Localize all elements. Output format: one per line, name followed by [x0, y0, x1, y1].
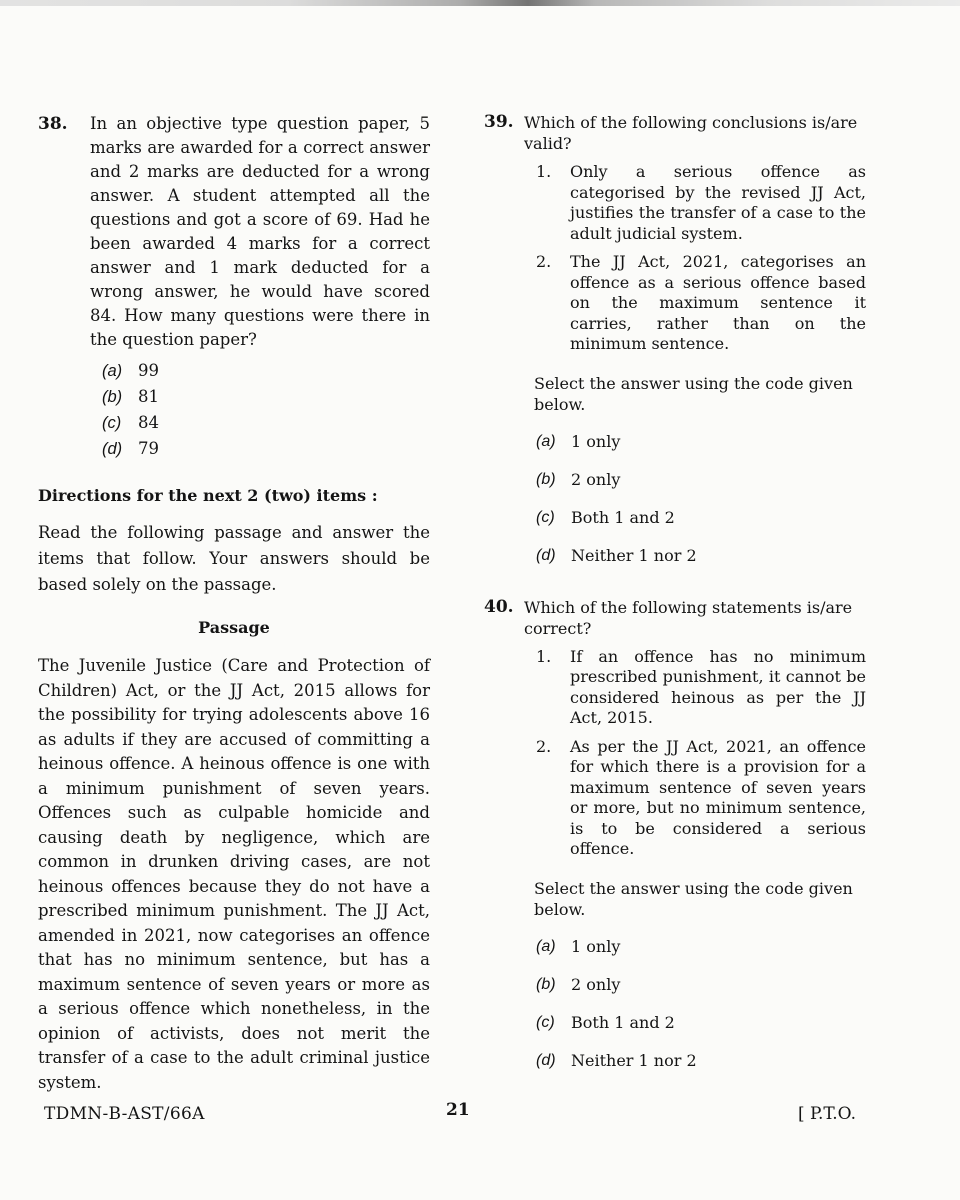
- option-c: [536, 1012, 866, 1034]
- option-label: (a): [102, 362, 123, 380]
- statement-2: [536, 737, 866, 860]
- option-text: 79: [138, 439, 159, 458]
- option-text: Both 1 and 2: [571, 507, 675, 527]
- question-38: [38, 112, 430, 352]
- question-text: Which of the following conclusions is/are valid?: [524, 113, 858, 153]
- statement-text: As per the JJ Act, 2021, an offence for which there is a provision for a maximum sentence of seven years or more, but no minimum sentence, is to be considered a serious offence.: [570, 736, 866, 858]
- option-label: (a): [536, 937, 556, 955]
- question-38-options: [38, 358, 430, 462]
- paper-code: TDMN-B-AST/66A: [44, 1104, 205, 1124]
- option-text: Neither 1 nor 2: [571, 545, 697, 565]
- question-number: 40.: [484, 596, 514, 617]
- option-c: [102, 410, 430, 436]
- option-text: 1 only: [571, 431, 621, 451]
- option-b: [536, 469, 866, 491]
- statement-number: 2.: [536, 252, 552, 271]
- left-column: [38, 112, 430, 1095]
- option-text: Both 1 and 2: [571, 1012, 675, 1032]
- question-number: 38.: [38, 114, 68, 134]
- statement-number: 1.: [536, 162, 552, 181]
- right-column: [484, 112, 866, 1072]
- question-40: [484, 597, 866, 639]
- question-number: 39.: [484, 112, 514, 132]
- option-d: [536, 545, 866, 567]
- statement-number: 2.: [536, 736, 552, 756]
- option-text: 81: [138, 387, 159, 406]
- option-label: (b): [536, 470, 556, 488]
- question-39-options: [484, 431, 866, 567]
- option-label: (c): [536, 508, 555, 526]
- option-text: 2 only: [571, 974, 621, 994]
- option-text: 84: [138, 413, 159, 432]
- option-text: Neither 1 nor 2: [571, 1050, 697, 1070]
- option-c: [536, 507, 866, 529]
- option-b: [536, 974, 866, 996]
- option-text: 99: [138, 361, 159, 380]
- statement-number: 1.: [536, 646, 552, 666]
- page-number: 21: [446, 1100, 470, 1120]
- option-label: (c): [536, 1013, 555, 1031]
- option-d: [102, 436, 430, 462]
- option-b: [102, 384, 430, 410]
- question-text: Which of the following statements is/are correct?: [524, 597, 853, 638]
- directions-text: Read the following passage and answer the items that follow. Your answers should be based solely on the passage.: [38, 523, 430, 594]
- select-code-text: Select the answer using the code given below.: [534, 878, 853, 919]
- option-label: (c): [102, 414, 122, 432]
- option-label: (b): [102, 388, 123, 406]
- passage-title: Passage: [198, 618, 270, 637]
- statement-1: [536, 647, 866, 729]
- pto-label: [ P.T.O.: [798, 1104, 857, 1124]
- page-footer: [0, 1100, 960, 1130]
- option-text: 1 only: [571, 936, 621, 956]
- statement-text: The JJ Act, 2021, categorises an offence as a serious offence based on the maximum sentence it carries, rather than on the minimum sentence.: [570, 252, 866, 353]
- option-a: [536, 431, 866, 453]
- option-label: (d): [536, 546, 556, 564]
- directions-heading: Directions for the next 2 (two) items :: [38, 486, 378, 505]
- statement-text: Only a serious offence as categorised by the revised JJ Act, justifies the transfer of a case to the adult judicial system.: [570, 162, 866, 243]
- option-label: (a): [536, 432, 556, 450]
- statement-2: [536, 252, 866, 355]
- question-39: [484, 112, 866, 154]
- option-a: [102, 358, 430, 384]
- question-text: In an objective type question paper, 5 marks are awarded for a correct answer and 2 marks are deducted for a wrong answer. A student attempted all the questions and got a score of 69. Had he been awarded 4 marks for a correct answer and 1 mark deducted for a wrong answer, he would have scored 84. How many questions were there in the question paper?: [90, 114, 430, 349]
- option-label: (d): [536, 1051, 556, 1069]
- option-d: [536, 1050, 866, 1072]
- option-text: 2 only: [571, 469, 621, 489]
- statement-1: [536, 162, 866, 244]
- option-label: (d): [102, 440, 123, 458]
- top-rule: [0, 0, 960, 6]
- option-label: (b): [536, 975, 556, 993]
- passage-text: The Juvenile Justice (Care and Protection of Children) Act, or the JJ Act, 2015 allows for the possibility for trying adolescents above 16 as adults if they are accused of committing a heinous offence. A heinous offence is one with a minimum punishment of seven years. Offences such as culpable homicide and causing death by negligence, which are common in drunken driving cases, are not heinous offences because they do not have a prescribed minimum punishment. The JJ Act, amended in 2021, now categorises an offence that has no minimum sentence, but has a maximum sentence of seven years or more as a serious offence which nonetheless, in the opinion of activists, does not merit the transfer of a case to the adult criminal justice system.: [38, 656, 430, 1092]
- question-40-options: [484, 936, 866, 1072]
- option-a: [536, 936, 866, 958]
- statement-text: If an offence has no minimum prescribed punishment, it cannot be considered heinous as per the JJ Act, 2015.: [570, 646, 866, 727]
- select-code-text: Select the answer using the code given below.: [534, 373, 853, 414]
